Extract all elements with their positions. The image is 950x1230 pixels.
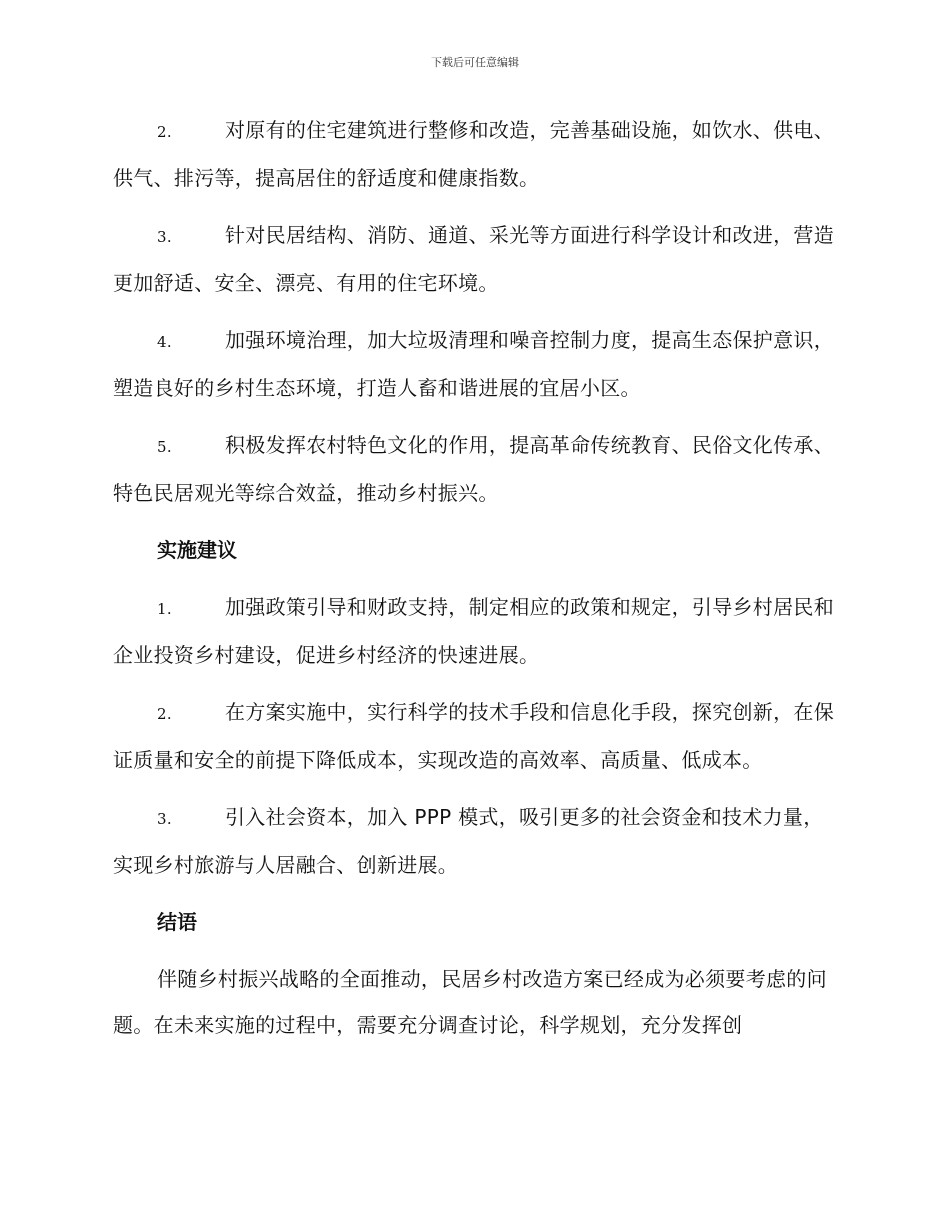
list-item — [113, 794, 835, 888]
section-heading-implementation: 实施建议 — [157, 538, 237, 562]
section-heading-conclusion: 结语 — [157, 910, 197, 934]
list-text: 加强政策引导和财政支持，制定相应的政策和规定，引导乡村居民和企业投资乡村建设，促进乡村经济的快速进展。 — [113, 595, 834, 667]
list-number: 5. — [157, 438, 172, 456]
list-item — [113, 107, 835, 201]
list-text: 在方案实施中，实行科学的技术手段和信息化手段，探究创新，在保证质量和安全的前提下降低成本，实现改造的高效率、高质量、低成本。 — [113, 700, 834, 772]
list-item — [113, 584, 835, 678]
list-text: 引入社会资本，加入 PPP 模式，吸引更多的社会资金和技术力量，实现乡村旅游与人居融合、创新进展。 — [113, 805, 824, 877]
list-number: 3. — [157, 228, 172, 246]
list-text: 针对民居结构、消防、通道、采光等方面进行科学设计和改进，营造更加舒适、安全、漂亮、有用的住宅环境。 — [113, 223, 834, 295]
conclusion-paragraph: 伴随乡村振兴战略的全面推动，民居乡村改造方案已经成为必须要考虑的问题。在未来实施的过程中，需要充分调查讨论，科学规划，充分发挥创 — [113, 967, 827, 1037]
list-number: 2. — [157, 705, 172, 723]
list-item — [113, 689, 835, 783]
list-item — [113, 317, 835, 411]
list-item — [113, 422, 835, 516]
list-item — [113, 212, 835, 306]
list-number: 1. — [157, 600, 172, 618]
list-number: 3. — [157, 810, 172, 828]
list-number: 2. — [157, 123, 172, 141]
list-text: 积极发挥农村特色文化的作用，提高革命传统教育、民俗文化传承、特色民居观光等综合效益，推动乡村振兴。 — [113, 433, 834, 505]
list-number: 4. — [157, 333, 172, 351]
document-body — [113, 107, 835, 1059]
list-text: 对原有的住宅建筑进行整修和改造，完善基础设施，如饮水、供电、供气、排污等，提高居住的舒适度和健康指数。 — [113, 118, 834, 190]
list-text: 加强环境治理，加大垃圾清理和噪音控制力度，提高生态保护意识，塑造良好的乡村生态环境，打造人畜和谐进展的宜居小区。 — [113, 328, 834, 400]
page-header: 下载后可任意编辑 — [431, 56, 519, 69]
